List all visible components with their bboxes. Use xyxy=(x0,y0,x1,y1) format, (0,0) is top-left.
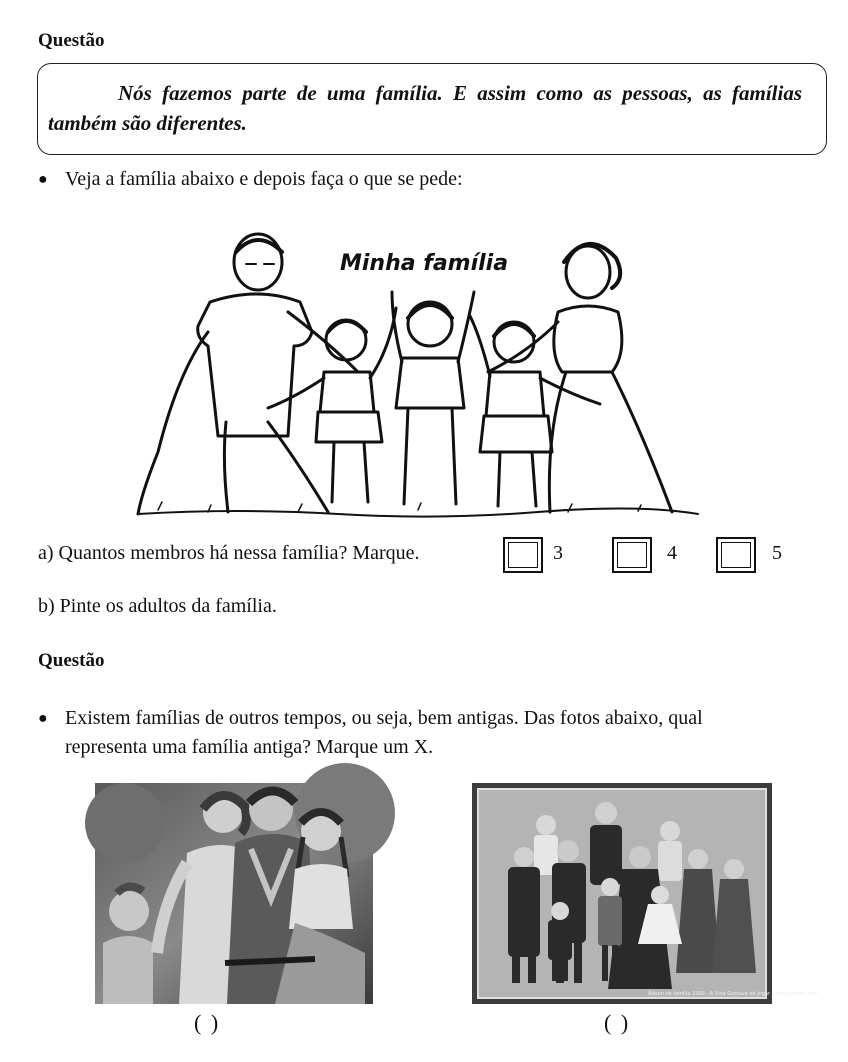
option-5-label: 5 xyxy=(772,542,782,564)
bullet-icon: ● xyxy=(38,710,48,727)
section1-heading: Questão xyxy=(38,30,105,51)
question-b: b) Pinte os adultos da família. xyxy=(38,595,277,617)
instruction2-line2: representa uma família antiga? Marque um X. xyxy=(65,736,434,758)
answer-mark-modern[interactable]: ( ) xyxy=(194,1010,221,1035)
answer-mark-old[interactable]: ( ) xyxy=(604,1010,631,1035)
option-4-checkbox[interactable] xyxy=(612,537,652,573)
option-4-label: 4 xyxy=(667,542,677,564)
photo-caption: Álbum de família 1900 - A Vida Gostava de Jogar - www.gamefr.com xyxy=(648,991,819,997)
illustration-title: Minha família xyxy=(340,251,509,276)
option-3-checkbox[interactable] xyxy=(503,537,543,573)
old-family-photo xyxy=(472,783,819,1004)
family-illustration xyxy=(118,222,712,524)
bullet-icon: ● xyxy=(38,171,48,188)
instruction-text: Veja a família abaixo e depois faça o que se pede: xyxy=(65,168,463,190)
option-5-checkbox[interactable] xyxy=(716,537,756,573)
question-a: a) Quantos membros há nessa família? Marque. xyxy=(38,542,420,564)
section2-heading: Questão xyxy=(38,650,105,671)
instruction2-line1: Existem famílias de outros tempos, ou seja, bem antigas. Das fotos abaixo, qual xyxy=(65,707,703,729)
option-3-label: 3 xyxy=(553,542,563,564)
intro-text: Nós fazemos parte de uma família. E assim como as pessoas, as famílias também são diferentes. xyxy=(48,81,802,135)
intro-box xyxy=(37,63,827,155)
modern-family-photo xyxy=(95,783,373,1004)
